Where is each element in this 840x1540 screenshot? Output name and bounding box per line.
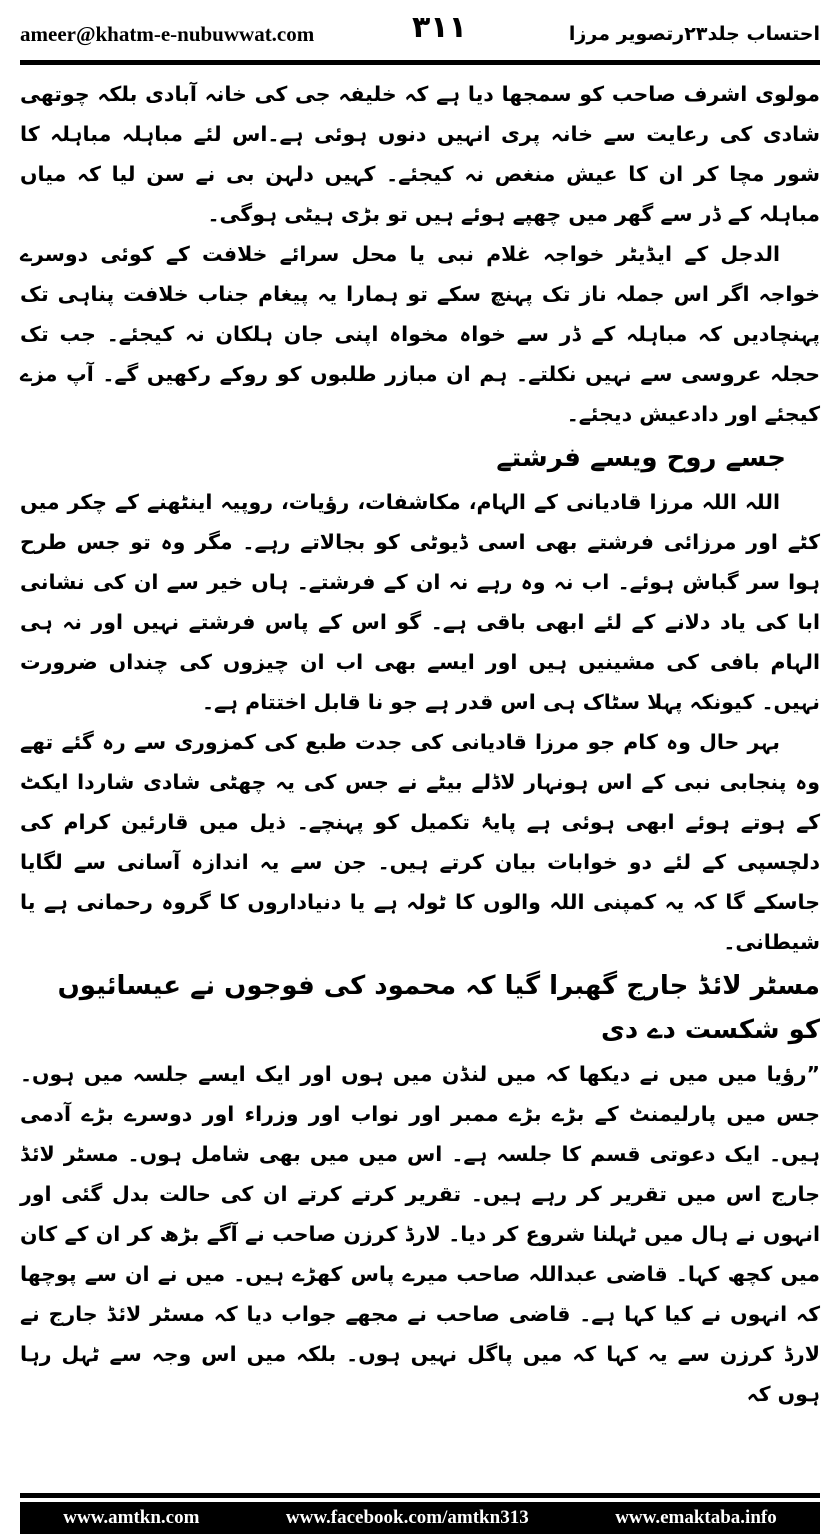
- page-number: ۳۱۱: [412, 10, 467, 45]
- footer-link-amtkn[interactable]: www.amtkn.com: [63, 1507, 200, 1528]
- page-body: [20, 74, 820, 1470]
- section-heading-2: مسٹر لائڈ جارج گھبرا گیا کہ محمود کی فوجوں نے عیسائیوں کو شکست دے دی: [57, 971, 820, 1045]
- paragraph-2: الدجل کے ایڈیٹر خواجہ غلام نبی یا محل سرائے خلافت کے کوئی دوسرے خواجہ اگر اس جملہ ناز تک پہنچ سکے تو ہمارا یہ پیغام جناب خلافت پناہی تک پہنچادیں کہ مباہلہ کے ڈر سے خواہ مخواہ اپنی جان ہلکان نہ کیجئے۔ جب تک حجلہ عروسی سے نہیں نکلتے۔ ہم ان مبازر طلبوں کو روکے رکھیں گے۔ آپ مزے کیجئے اور دادعیش دیجئے۔: [20, 242, 820, 426]
- section-heading-1: جسے روح ویسے فرشتے: [496, 443, 786, 473]
- footer-link-facebook[interactable]: www.facebook.com/amtkn313: [285, 1507, 529, 1528]
- book-title: احتساب جلد۲۳رتصویر مرزا: [568, 23, 820, 45]
- paragraph-1: مولوی اشرف صاحب کو سمجھا دیا ہے کہ خلیفہ جی کی خانہ آبادی بلکہ چوتھی شادی کی رعایت سے خانہ پری انہیں دنوں ہوئی ہے۔اس لئے مباہلہ مباہلہ کا شور مچا کر ان کا عیش منغص نہ کیجئے۔ کہیں دلہن بی نے سن لیا کہ میاں مباہلہ کے ڈر سے گھر میں چھپے ہوئے ہیں تو بڑی ہیٹی ہوگی۔: [20, 82, 820, 226]
- paragraph-5: ”رؤیا میں میں نے دیکھا کہ میں لنڈن میں ہوں اور ایک ایسے جلسہ میں ہوں۔ جس میں پارلیمنٹ کے بڑے بڑے ممبر اور نواب اور وزراء اور دوسرے بڑے آدمی ہیں۔ ایک دعوتی قسم کا جلسہ ہے۔ اس میں میں بھی شامل ہوں۔ مسٹر لائڈ جارج اس میں تقریر کر رہے ہیں۔ تقریر کرتے کرتے ان کی حالت بدل گئی اور انہوں نے ہال میں ٹہلنا شروع کر دیا۔ لارڈ کرزن صاحب نے آگے بڑھ کر ان کے کان میں کچھ کہا۔ قاضی عبداللہ صاحب میرے پاس کھڑے ہیں۔ میں نے ان سے پوچھا کہ انہوں نے کیا کہا ہے۔ قاضی صاحب نے مجھے جواب دیا کہ مسٹر لائڈ جارج نے لارڈ کرزن سے یہ کہا کہ میں پاگل نہیں ہوں۔ بلکہ میں اس وجہ سے ٹہل رہا ہوں کہ: [20, 1062, 820, 1406]
- page-footer: [20, 1502, 820, 1534]
- paragraph-3: اللہ اللہ مرزا قادیانی کے الہام، مکاشفات، رؤیات، روپیہ اینٹھنے کے چکر میں کٹے اور مرزائی فرشتے بھی اسی ڈیوٹی کو بجالاتے رہے۔ مگر وہ تو جس طرح ہوا سر گباش ہوئے۔ اب نہ وہ رہے نہ ان کے فرشتے۔ ہاں خیر سے ان کی نشانی ابا کی یاد دلانے کے لئے ابھی باقی ہے۔ گو اس کے پاس فرشتے نہیں اور نہ ہی الہام بافی کی مشینیں ہیں اور ایسے بھی اب ان چیزوں کی چنداں ضرورت نہیں۔ کیونکہ پہلا سٹاک ہی اس قدر ہے جو نا قابل اختتام ہے۔: [20, 490, 820, 714]
- header-email[interactable]: ameer@khatm-e-nubuwwat.com: [20, 21, 315, 46]
- page-header: [20, 10, 820, 58]
- footer-link-emaktaba[interactable]: www.emaktaba.info: [615, 1507, 777, 1528]
- paragraph-4: بہر حال وہ کام جو مرزا قادیانی کی جدت طبع کی کمزوری سے رہ گئے تھے وہ پنجابی نبی کے اس ہونہار لاڈلے بیٹے نے جس کی یہ چھٹی شادی شاردا ایکٹ کے ہوتے ہوئے ابھی ہوئی ہے پایۂ تکمیل کو پہنچے۔ ذیل میں قارئین کرام کی دلچسپی کے لئے دو خوابات بیان کرتے ہیں۔ جن سے یہ اندازہ آسانی سے لگایا جاسکے گا کہ یہ کمپنی اللہ والوں کا ٹولہ ہے یا دنیاداروں کا گروہ رحمانی ہے یا شیطانی۔: [20, 730, 820, 954]
- footer-divider: [20, 1493, 820, 1498]
- header-divider: [20, 60, 820, 65]
